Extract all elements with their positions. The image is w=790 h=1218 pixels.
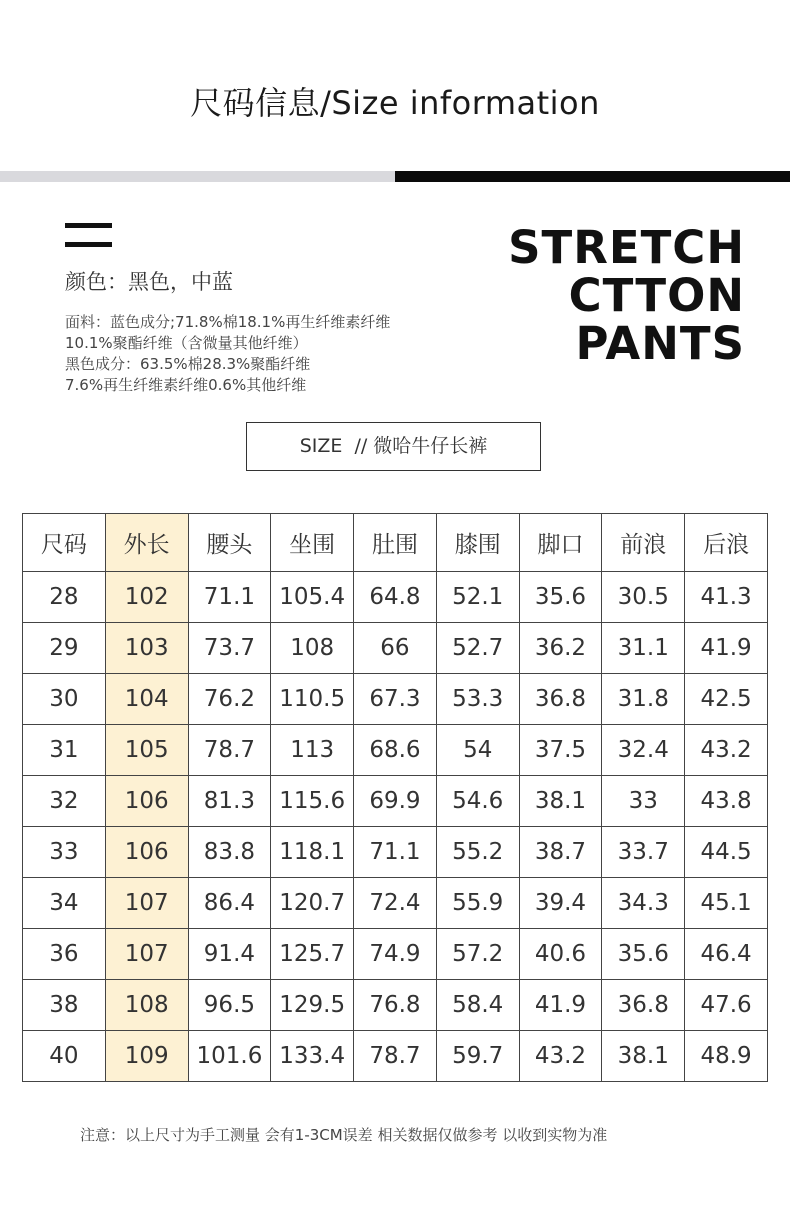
table-cell: 86.4 [188, 878, 271, 929]
table-row [23, 674, 768, 725]
table-cell: 55.9 [436, 878, 519, 929]
table-cell: 35.6 [519, 572, 602, 623]
table-cell: 48.9 [685, 1031, 768, 1082]
table-cell: 118.1 [271, 827, 354, 878]
table-cell: 133.4 [271, 1031, 354, 1082]
table-cell: 107 [105, 929, 188, 980]
table-cell: 31 [23, 725, 106, 776]
color-info: 颜色：黑色，中蓝 [65, 270, 233, 294]
column-header: 脚口 [519, 514, 602, 572]
divider-black [395, 171, 790, 182]
table-cell: 106 [105, 776, 188, 827]
table-cell: 29 [23, 623, 106, 674]
table-cell: 36.8 [519, 674, 602, 725]
promo-headline [508, 221, 745, 370]
column-header: 坐围 [271, 514, 354, 572]
table-cell: 39.4 [519, 878, 602, 929]
measurement-note: 注意：以上尺寸为手工测量 会有1-3CM误差 相关数据仅做参考 以收到实物为准 [80, 1126, 608, 1144]
table-cell: 43.2 [685, 725, 768, 776]
table-cell: 103 [105, 623, 188, 674]
table-cell: 74.9 [354, 929, 437, 980]
table-cell: 38.7 [519, 827, 602, 878]
table-cell: 105 [105, 725, 188, 776]
table-cell: 105.4 [271, 572, 354, 623]
table-cell: 71.1 [354, 827, 437, 878]
table-cell: 54 [436, 725, 519, 776]
table-cell: 33 [23, 827, 106, 878]
table-cell: 36.2 [519, 623, 602, 674]
table-cell: 37.5 [519, 725, 602, 776]
table-cell: 55.2 [436, 827, 519, 878]
table-cell: 71.1 [188, 572, 271, 623]
column-header: 尺码 [23, 514, 106, 572]
table-cell: 52.7 [436, 623, 519, 674]
promo-line: STRETCH [508, 221, 745, 274]
table-cell: 33 [602, 776, 685, 827]
table-cell: 36.8 [602, 980, 685, 1031]
table-cell: 32.4 [602, 725, 685, 776]
table-row [23, 878, 768, 929]
table-cell: 58.4 [436, 980, 519, 1031]
table-cell: 43.2 [519, 1031, 602, 1082]
table-cell: 41.3 [685, 572, 768, 623]
table-cell: 52.1 [436, 572, 519, 623]
table-cell: 43.8 [685, 776, 768, 827]
table-cell: 107 [105, 878, 188, 929]
column-header: 膝围 [436, 514, 519, 572]
table-cell: 45.1 [685, 878, 768, 929]
table-cell: 81.3 [188, 776, 271, 827]
table-cell: 78.7 [354, 1031, 437, 1082]
table-cell: 115.6 [271, 776, 354, 827]
size-label: SIZE // 微哈牛仔长裤 [246, 422, 541, 471]
table-cell: 69.9 [354, 776, 437, 827]
table-cell: 72.4 [354, 878, 437, 929]
table-row [23, 725, 768, 776]
table-cell: 67.3 [354, 674, 437, 725]
table-cell: 41.9 [519, 980, 602, 1031]
fabric-line: 10.1%聚酯纤维（含微量其他纤维） [65, 334, 308, 352]
table-cell: 96.5 [188, 980, 271, 1031]
table-row [23, 980, 768, 1031]
double-line-icon [65, 223, 112, 247]
table-row [23, 623, 768, 674]
table-cell: 54.6 [436, 776, 519, 827]
table-cell: 101.6 [188, 1031, 271, 1082]
table-cell: 32 [23, 776, 106, 827]
table-cell: 120.7 [271, 878, 354, 929]
table-cell: 59.7 [436, 1031, 519, 1082]
table-row [23, 572, 768, 623]
table-cell: 42.5 [685, 674, 768, 725]
table-header-row [23, 514, 768, 572]
table-cell: 110.5 [271, 674, 354, 725]
table-cell: 38 [23, 980, 106, 1031]
table-cell: 108 [105, 980, 188, 1031]
table-cell: 66 [354, 623, 437, 674]
table-cell: 109 [105, 1031, 188, 1082]
fabric-info [65, 312, 390, 396]
table-cell: 38.1 [519, 776, 602, 827]
table-cell: 57.2 [436, 929, 519, 980]
table-cell: 30.5 [602, 572, 685, 623]
table-cell: 104 [105, 674, 188, 725]
table-cell: 35.6 [602, 929, 685, 980]
table-cell: 44.5 [685, 827, 768, 878]
table-cell: 76.8 [354, 980, 437, 1031]
table-cell: 73.7 [188, 623, 271, 674]
table-cell: 47.6 [685, 980, 768, 1031]
table-cell: 83.8 [188, 827, 271, 878]
table-body [23, 572, 768, 1082]
table-cell: 91.4 [188, 929, 271, 980]
table-row [23, 827, 768, 878]
fabric-line: 7.6%再生纤维素纤维0.6%其他纤维 [65, 376, 307, 394]
table-cell: 113 [271, 725, 354, 776]
table-cell: 76.2 [188, 674, 271, 725]
fabric-line: 黑色成分：63.5%棉28.3%聚酯纤维 [65, 355, 311, 373]
table-cell: 31.8 [602, 674, 685, 725]
table-cell: 34.3 [602, 878, 685, 929]
table-cell: 34 [23, 878, 106, 929]
divider-gray [0, 171, 395, 182]
table-row [23, 929, 768, 980]
table-row [23, 1031, 768, 1082]
table-cell: 125.7 [271, 929, 354, 980]
table-cell: 30 [23, 674, 106, 725]
table-cell: 40 [23, 1031, 106, 1082]
table-cell: 33.7 [602, 827, 685, 878]
table-cell: 38.1 [602, 1031, 685, 1082]
column-header: 腰头 [188, 514, 271, 572]
promo-line: PANTS [575, 317, 745, 370]
table-cell: 64.8 [354, 572, 437, 623]
table-cell: 36 [23, 929, 106, 980]
table-cell: 40.6 [519, 929, 602, 980]
table-cell: 41.9 [685, 623, 768, 674]
table-cell: 53.3 [436, 674, 519, 725]
table-cell: 28 [23, 572, 106, 623]
column-header: 肚围 [354, 514, 437, 572]
page-title: 尺码信息/Size information [190, 84, 600, 122]
table-cell: 102 [105, 572, 188, 623]
table-cell: 129.5 [271, 980, 354, 1031]
column-header: 后浪 [685, 514, 768, 572]
table-row [23, 776, 768, 827]
promo-line: CTTON [568, 269, 745, 322]
size-table [22, 513, 768, 1082]
column-header: 外长 [105, 514, 188, 572]
table-cell: 31.1 [602, 623, 685, 674]
fabric-line: 面料：蓝色成分;71.8%棉18.1%再生纤维素纤维 [65, 313, 391, 331]
table-cell: 78.7 [188, 725, 271, 776]
table-cell: 108 [271, 623, 354, 674]
column-header: 前浪 [602, 514, 685, 572]
table-cell: 68.6 [354, 725, 437, 776]
table-cell: 106 [105, 827, 188, 878]
table-cell: 46.4 [685, 929, 768, 980]
